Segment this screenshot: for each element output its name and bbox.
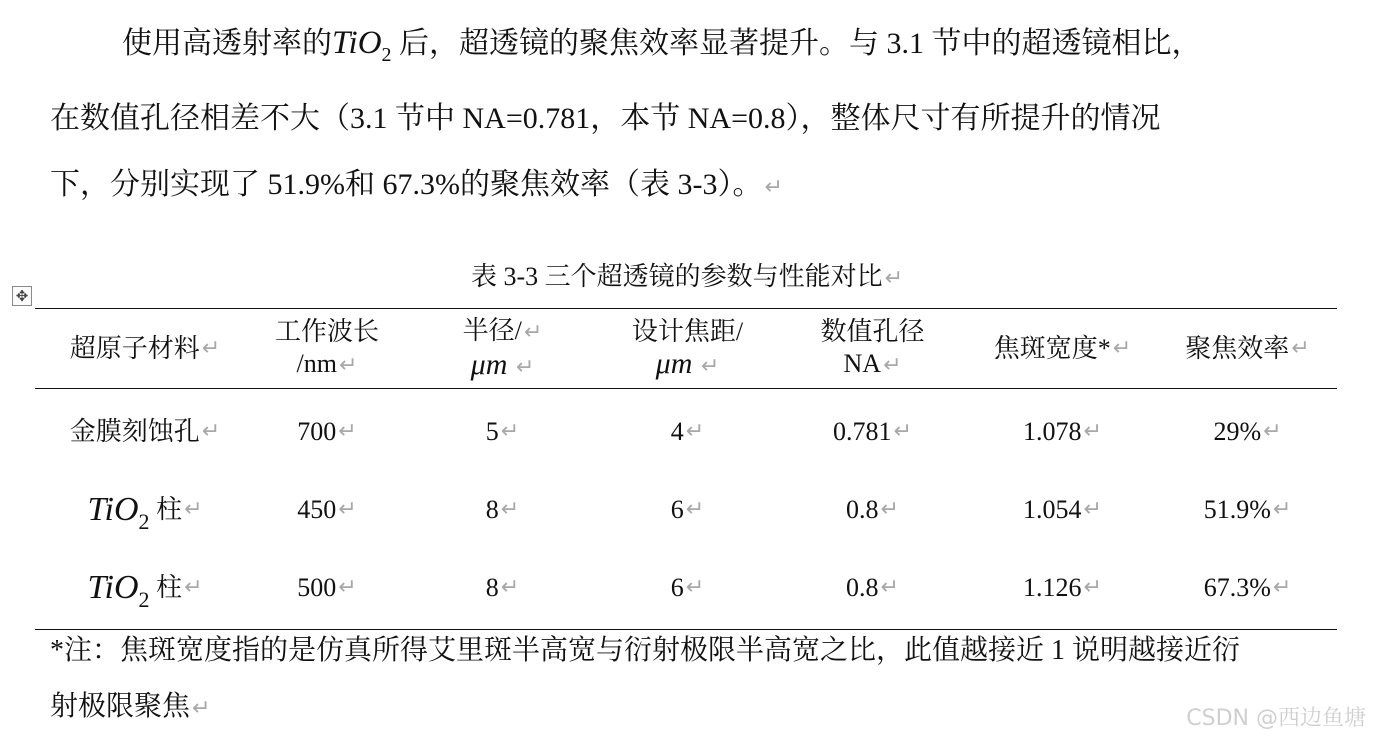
- paragraph-line-2: 在数值孔径相差不大（3.1 节中 NA=0.781，本节 NA=0.8），整体尺寸有所提升的情况: [50, 102, 1161, 135]
- table-cell-material: TiO$_2$ 柱 ↵: [87, 491, 203, 534]
- paragraph-line-3: 下，分别实现了 51.9%和 67.3%的聚焦效率（表 3-3）。↵: [50, 168, 783, 201]
- return-icon: ↵: [884, 266, 904, 291]
- table-cell-focal: 4 ↵: [670, 417, 705, 446]
- paragraph-return-icon: ↵: [764, 175, 783, 200]
- table-bottom-rule: [35, 629, 1337, 630]
- tio2-formula: TiO$_2$: [332, 25, 392, 66]
- table-cell-na: 0.8 ↵: [846, 495, 899, 524]
- table-cell-radius: 8 ↵: [485, 573, 520, 602]
- table-cell-efficiency: 51.9% ↵: [1203, 495, 1292, 524]
- table-header-rule: [35, 388, 1337, 389]
- header-material: 超原子材料 ↵: [69, 334, 221, 363]
- header-numerical-aperture: 数值孔径 NA↵: [820, 317, 925, 378]
- table-cell-material: TiO$_2$ 柱 ↵: [87, 569, 203, 612]
- header-wavelength: 工作波长 /nm↵: [274, 317, 379, 378]
- table-cell-wavelength: 500 ↵: [297, 573, 357, 602]
- table-cell-focal: 6 ↵: [670, 495, 705, 524]
- csdn-watermark: CSDN @西边鱼塘: [1186, 706, 1366, 731]
- table-cell-radius: 8 ↵: [485, 495, 520, 524]
- header-focal-length: 设计焦距/ μm ↵: [631, 316, 744, 380]
- header-radius: 半径/↵ μm ↵: [462, 315, 543, 381]
- header-spot-width: 焦斑宽度* ↵: [993, 334, 1132, 363]
- header-efficiency: 聚焦效率 ↵: [1185, 334, 1310, 363]
- table-cell-material: 金膜刻蚀孔 ↵: [69, 417, 221, 446]
- table-cell-wavelength: 450 ↵: [297, 495, 357, 524]
- table-cell-na: 0.8 ↵: [846, 573, 899, 602]
- table-cell-spot: 1.054 ↵: [1023, 495, 1102, 524]
- table-top-rule: [35, 308, 1337, 309]
- table-note-line-1: *注：焦斑宽度指的是仿真所得艾里斑半高宽与衍射极限半高宽之比，此值越接近 1 说明越接近衍: [50, 635, 1241, 666]
- paragraph-line-1: [122, 25, 1374, 66]
- table-cell-spot: 1.126 ↵: [1023, 573, 1102, 602]
- paragraph-text: 后，超透镜的聚焦效率显著提升。与 3.1 节中的超透镜相比，: [399, 27, 1202, 60]
- table-caption: 表 3-3 三个超透镜的参数与性能对比↵: [470, 262, 904, 291]
- table-cell-spot: 1.078 ↵: [1023, 417, 1102, 446]
- table-cell-efficiency: 67.3% ↵: [1203, 573, 1292, 602]
- table-cell-focal: 6 ↵: [670, 573, 705, 602]
- paragraph-text: 使用高透射率的: [122, 27, 332, 60]
- table-move-handle-icon[interactable]: ✥: [12, 286, 32, 306]
- table-cell-wavelength: 700 ↵: [297, 417, 357, 446]
- table-cell-na: 0.781 ↵: [833, 417, 912, 446]
- table-note-line-2: 射极限聚焦↵: [50, 691, 211, 722]
- return-icon: ↵: [192, 696, 211, 721]
- table-cell-efficiency: 29% ↵: [1213, 417, 1282, 446]
- table-cell-radius: 5 ↵: [485, 417, 520, 446]
